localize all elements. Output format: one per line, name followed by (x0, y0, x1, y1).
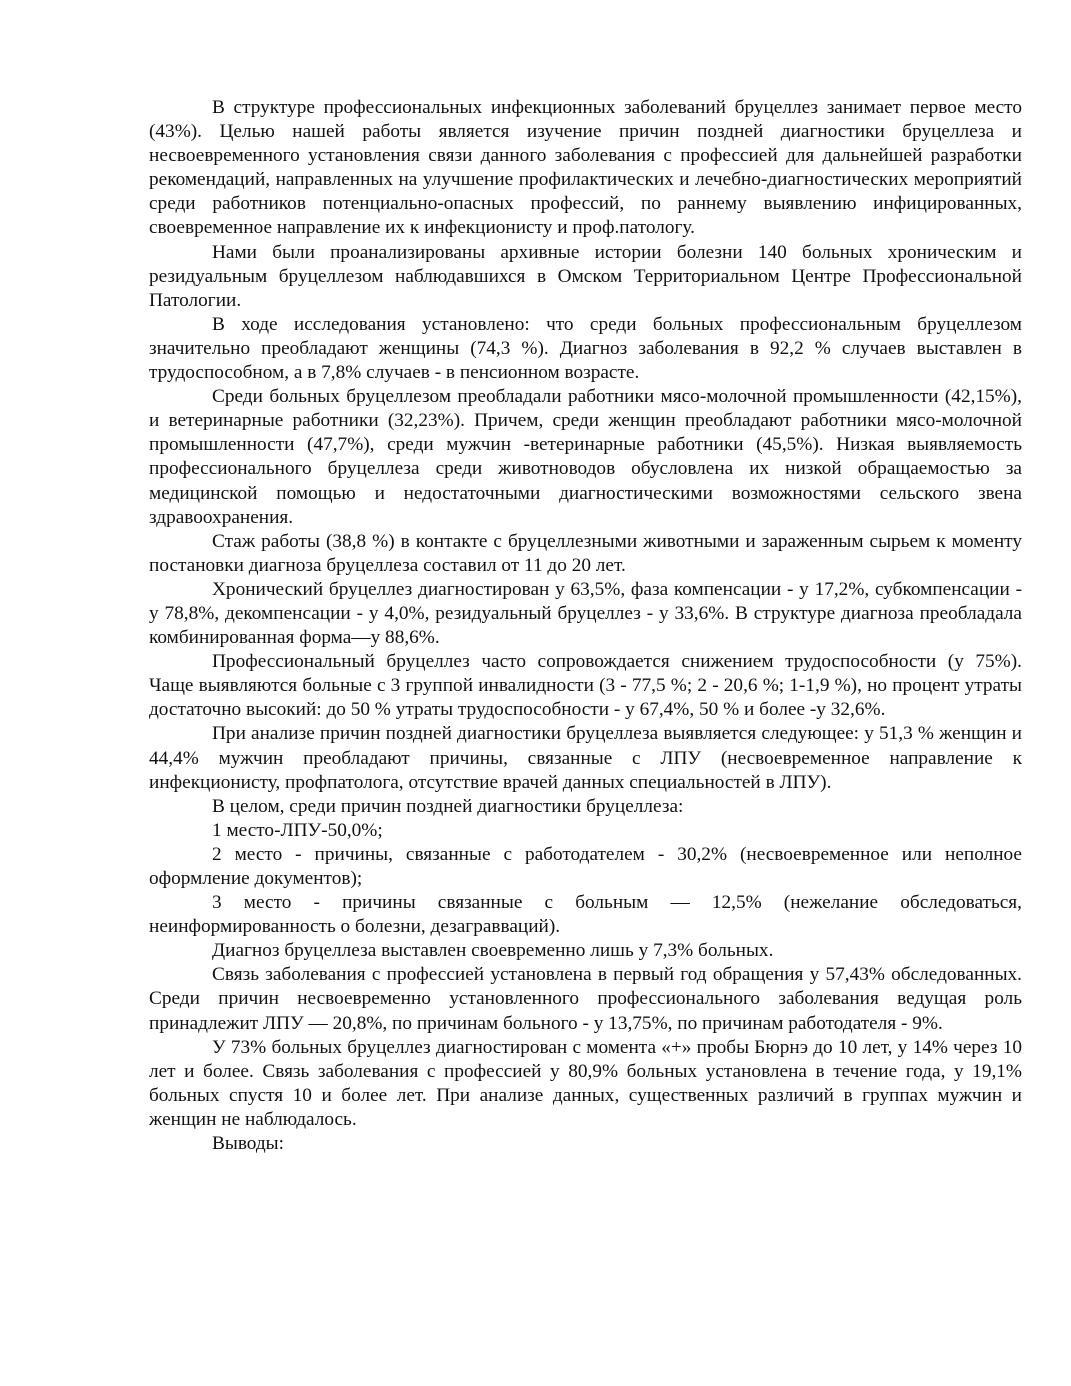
paragraph-occupations: Среди больных бруцеллезом преобладали работники мясо-молочной промышленности (42,15%), и ветеринарные работники (32,23%). Причем, среди женщин преобладают работники мясо-молочной промышленности (47,7%), среди мужчин -ветеринарные работники (45,5%). Низкая выявляемость профессионального бруцеллеза среди животноводов обусловлена их низкой обращаемостью за медицинской помощью и недостаточными диагностическими возможностями сельского звена здравоохранения. (149, 386, 1022, 528)
paragraph-disability: Профессиональный бруцеллез часто сопровождается снижением трудоспособности (у 75%). Чаще выявляются больные с 3 группой инвалидности (3 - 77,5 %; 2 - 20,6 %; 1-1,9 %), но процент утраты достаточно высокий: до 50 % утраты трудоспособности - у 67,4%, 50 % и более -у 32,6%. (149, 651, 1022, 721)
paragraph-burnet-test: У 73% больных бруцеллез диагностирован с момента «+» пробы Бюрнэ до 10 лет, у 14% через 10 лет и более. Связь заболевания с профессией у 80,9% больных установлена в течение года, у 19,1% больных спустя 10 и более лет. При анализе данных, существенных различий в группах мужчин и женщин не наблюдалось. (149, 1036, 1022, 1130)
paragraph-chronic-forms: Хронический бруцеллез диагностирован у 63,5%, фаза компенсации - у 17,2%, субкомпенсации - у 78,8%, декомпенсации - у 4,0%, резидуальный бруцеллез - у 33,6%. В структуре диагноза преобладала комбинированная форма—у 88,6%. (149, 578, 1022, 649)
paragraph-causes-summary: В целом, среди причин поздней диагностики бруцеллеза: (212, 795, 684, 817)
paragraph-late-diagnosis-causes: При анализе причин поздней диагностики бруцеллеза выявляется следующее: у 51,3 % женщин и 44,4% мужчин преобладают причины, связанные с ЛПУ (несвоевременное направление к инфекционисту, профпатолога, отсутствие врачей данных специальностей в ЛПУ). (149, 723, 1022, 793)
paragraph-occupational-link: Связь заболевания с профессией установлена в первый год обращения у 57,43% обследованных. Среди причин несвоевременно установленного профессионального заболевания ведущая роль принадлежит ЛПУ — 20,8%, по причинам больного - у 13,75%, по причинам работодателя - 9%. (149, 964, 1022, 1034)
document-page (149, 96, 1022, 1156)
paragraph-timely-diagnosis: Диагноз бруцеллеза выставлен своевременно лишь у 7,3% больных. (212, 940, 774, 962)
paragraph-work-experience: Стаж работы (38,8 %) в контакте с бруцеллезными животными и зараженным сырьем к моменту постановки диагноза бруцеллеза составил от 11 до 20 лет. (149, 530, 1022, 576)
paragraph-gender-age: В ходе исследования установлено: что среди больных профессиональным бруцеллезом значительно преобладают женщины (74,3 %). Диагноз заболевания в 92,2 % случаев выставлен в трудоспособном, а в 7,8% случаев - в пенсионном возрасте. (149, 313, 1022, 384)
paragraph-materials: Нами были проанализированы архивные истории болезни 140 больных хроническим и резидуальным бруцеллезом наблюдавшихся в Омском Территориальном Центре Профессиональной Патологии. (149, 241, 1022, 311)
list-item-place-3: 3 место - причины связанные с больным — 12,5% (нежелание обследоваться, неинформированность о болезни, дезагравваций). (149, 892, 1022, 938)
list-item-place-1: 1 место-ЛПУ-50,0%; (212, 819, 383, 841)
paragraph-conclusions-heading: Выводы: (212, 1133, 284, 1155)
paragraph-intro: В структуре профессиональных инфекционных заболеваний бруцеллез занимает первое место (43%). Целью нашей работы является изучение причин поздней диагностики бруцеллеза и несвоевременного установления связи данного заболевания с профессией для дальнейшей разработки рекомендаций, направленных на улучшение профилактических и лечебно-диагностических мероприятий среди работников потенциально-опасных профессий, по раннему выявлению инфицированных, своевременное направление их к инфекционисту и проф.патологу. (149, 97, 1022, 239)
list-item-place-2: 2 место - причины, связанные с работодателем - 30,2% (несвоевременное или неполное оформление документов); (149, 843, 1022, 889)
